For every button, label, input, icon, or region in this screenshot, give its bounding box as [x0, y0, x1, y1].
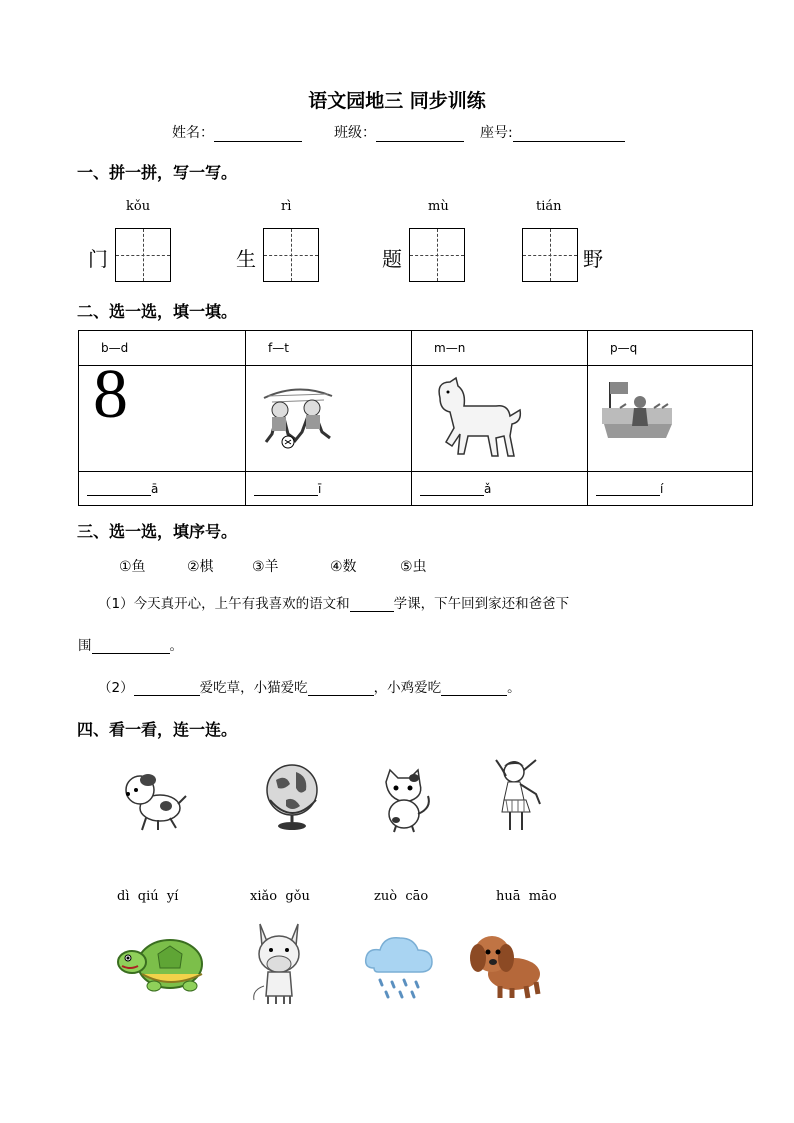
- q2-blank-2[interactable]: [308, 695, 374, 696]
- cell-flag: [588, 366, 753, 472]
- donkey-image[interactable]: [246, 920, 312, 1008]
- children-football-image: [258, 384, 338, 450]
- word-huamao[interactable]: huā māo: [496, 889, 557, 904]
- pair-b-d: b—d: [79, 331, 246, 366]
- class-field[interactable]: [334, 122, 464, 142]
- q2-text-c: ，小鸡爱吃: [373, 680, 442, 696]
- q2-text-b: 爱吃草，小猫爱吃: [199, 680, 308, 696]
- writing-box-3[interactable]: [409, 228, 465, 282]
- answer-blank-2[interactable]: [254, 495, 318, 496]
- answer-cell-4[interactable]: [588, 472, 753, 506]
- question-1-line-1: [98, 592, 569, 612]
- q1-blank-2[interactable]: [92, 653, 170, 654]
- option-4: ④数: [330, 559, 357, 575]
- answer-blank-4[interactable]: [596, 495, 660, 496]
- char-ti: 题: [382, 247, 402, 271]
- writing-box-1[interactable]: [115, 228, 171, 282]
- pair-f-t: f—t: [246, 331, 412, 366]
- q1-text-a: （1）今天真开心，上午有我喜欢的语文和: [98, 596, 350, 612]
- section1-heading: 一、拼一拼，写一写。: [77, 163, 238, 182]
- number-eight: 8: [93, 356, 128, 433]
- name-label: 姓名：: [172, 125, 214, 141]
- brown-dog-photo[interactable]: [466, 928, 548, 1000]
- q2-blank-1[interactable]: [134, 695, 200, 696]
- class-label: 班级：: [334, 125, 376, 141]
- page-title: 语文园地三 同步训练: [308, 90, 486, 112]
- cell-football: [246, 366, 412, 472]
- pair-m-n: m—n: [412, 331, 588, 366]
- seat-field[interactable]: [480, 122, 625, 142]
- writing-box-2[interactable]: [263, 228, 319, 282]
- girl-exercising-image[interactable]: [492, 754, 552, 836]
- answer-blank-3[interactable]: [420, 495, 484, 496]
- rain-cloud-image[interactable]: [362, 930, 436, 1002]
- q2-text-d: 。: [507, 680, 521, 696]
- cell-horse: [412, 366, 588, 472]
- option-3: ③羊: [252, 559, 279, 575]
- answer-blank-1[interactable]: [87, 495, 151, 496]
- q1-blank-1[interactable]: [350, 611, 394, 612]
- puppy-cartoon-image[interactable]: [118, 766, 188, 834]
- char-sheng: 生: [236, 247, 256, 271]
- q1-text-d: 。: [169, 638, 183, 654]
- pair-p-q: p—q: [588, 331, 753, 366]
- pinyin-kou: kǒu: [126, 199, 151, 214]
- ending-i2: í: [660, 481, 664, 496]
- pinyin-mu: mù: [428, 199, 449, 214]
- seat-blank[interactable]: [513, 127, 625, 142]
- question-2: [98, 676, 521, 696]
- char-men: 门: [88, 247, 108, 271]
- globe-image[interactable]: [262, 760, 324, 832]
- char-ye: 野: [583, 247, 603, 271]
- word-xiaogou[interactable]: xiǎo gǒu: [250, 889, 310, 904]
- name-blank[interactable]: [214, 127, 302, 142]
- answer-cell-1[interactable]: [79, 472, 246, 506]
- option-5: ⑤虫: [400, 559, 427, 575]
- name-field[interactable]: [172, 122, 302, 142]
- seat-label: 座号:: [480, 125, 513, 141]
- option-2: ②棋: [187, 559, 214, 575]
- horse-image: [426, 376, 522, 462]
- class-blank[interactable]: [376, 127, 464, 142]
- pinyin-ri: rì: [281, 199, 292, 214]
- pinyin-tian: tián: [536, 199, 562, 214]
- section4-heading: 四、看一看，连一连。: [77, 720, 238, 739]
- cat-cartoon-image[interactable]: [376, 768, 438, 834]
- option-1: ①鱼: [119, 559, 146, 575]
- ending-a3: ǎ: [484, 481, 492, 496]
- ending-a1: ā: [151, 481, 159, 496]
- q1-text-b: 学课，下午回到家还和爸爸下: [393, 596, 570, 612]
- answer-cell-2[interactable]: [246, 472, 412, 506]
- word-diqiuyi[interactable]: dì qiú yí: [117, 889, 179, 904]
- turtle-image[interactable]: [114, 930, 206, 994]
- question-1-line-2: [78, 634, 183, 654]
- section3-heading: 三、选一选，填序号。: [77, 522, 238, 541]
- flag-raising-image: [600, 378, 676, 442]
- word-zuocao[interactable]: zuò cāo: [374, 889, 429, 904]
- letter-choice-table: [78, 330, 753, 506]
- q1-text-c: 围: [78, 638, 92, 654]
- answer-cell-3[interactable]: [412, 472, 588, 506]
- section2-heading: 二、选一选，填一填。: [77, 302, 238, 321]
- q2-blank-3[interactable]: [441, 695, 507, 696]
- q2-text-a: （2）: [98, 680, 134, 696]
- writing-box-4[interactable]: [522, 228, 578, 282]
- ending-i1: ī: [318, 481, 322, 496]
- cell-eight: [79, 356, 246, 472]
